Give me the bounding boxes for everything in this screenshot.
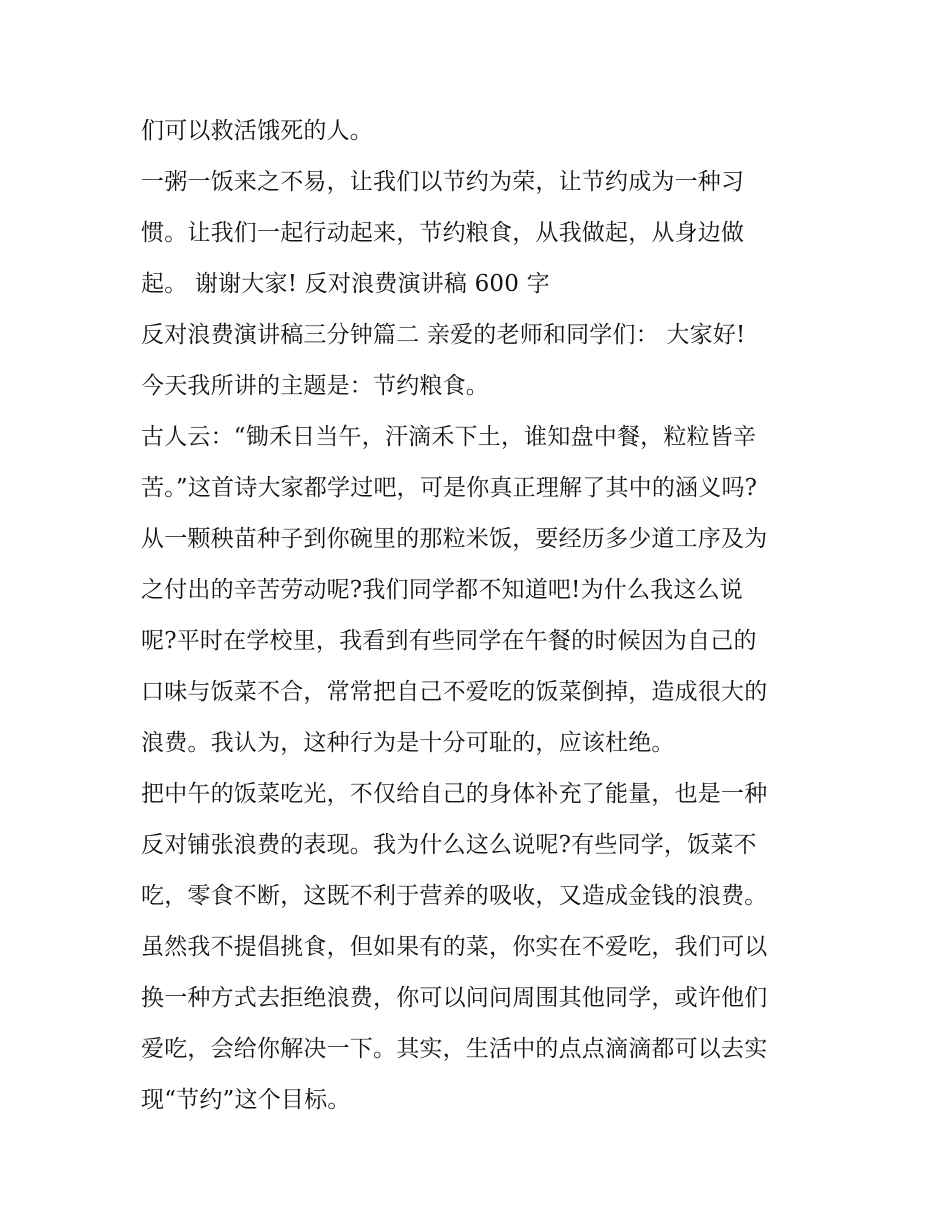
text-line: 换一种方式去拒绝浪费，你可以问问周围其他同学，或许他们 bbox=[141, 985, 768, 1011]
text-line: 把中午的饭菜吃光，不仅给自己的身体补充了能量，也是一种 bbox=[141, 781, 768, 807]
text-line: 反对铺张浪费的表现。我为什么这么说呢?有些同学，饭菜不 bbox=[141, 832, 757, 858]
text-line: 今天我所讲的主题是：节约粮食。 bbox=[141, 373, 489, 399]
text-line: 爱吃，会给你解决一下。其实，生活中的点点滴滴都可以去实 bbox=[141, 1036, 768, 1062]
text-line: 一粥一饭来之不易，让我们以节约为荣，让节约成为一种习 bbox=[141, 169, 745, 195]
text-line: 之付出的辛苦劳动呢?我们同学都不知道吧!为什么我这么说 bbox=[141, 577, 743, 603]
text-line: 从一颗秧苗种子到你碗里的那粒米饭，要经历多少道工序及为 bbox=[141, 526, 768, 552]
text-line: 现“节约”这个目标。 bbox=[141, 1087, 351, 1113]
text-line: 吃，零食不断，这既不利于营养的吸收，又造成金钱的浪费。 bbox=[141, 883, 768, 909]
text-line: 反对浪费演讲稿三分钟篇二 亲爱的老师和同学们： 大家好! bbox=[141, 322, 746, 348]
text-line: 惯。让我们一起行动起来，节约粮食，从我做起，从身边做 bbox=[141, 220, 745, 246]
text-line: 们可以救活饿死的人。 bbox=[141, 118, 373, 144]
text-line: 口味与饭菜不合，常常把自己不爱吃的饭菜倒掉，造成很大的 bbox=[141, 679, 768, 705]
document-body bbox=[141, 106, 821, 1126]
text-line: 起。 谢谢大家! 反对浪费演讲稿 600 字 bbox=[141, 271, 550, 297]
text-line: 浪费。我认为，这种行为是十分可耻的，应该杜绝。 bbox=[141, 730, 675, 756]
text-line: 呢?平时在学校里，我看到有些同学在午餐的时候因为自己的 bbox=[141, 628, 757, 654]
text-line: 虽然我不提倡挑食，但如果有的菜，你实在不爱吃，我们可以 bbox=[141, 934, 768, 960]
text-line: 苦。”这首诗大家都学过吧，可是你真正理解了其中的涵义吗? bbox=[141, 475, 758, 501]
text-line: 古人云：“锄禾日当午，汗滴禾下土，谁知盘中餐，粒粒皆辛 bbox=[141, 424, 757, 450]
